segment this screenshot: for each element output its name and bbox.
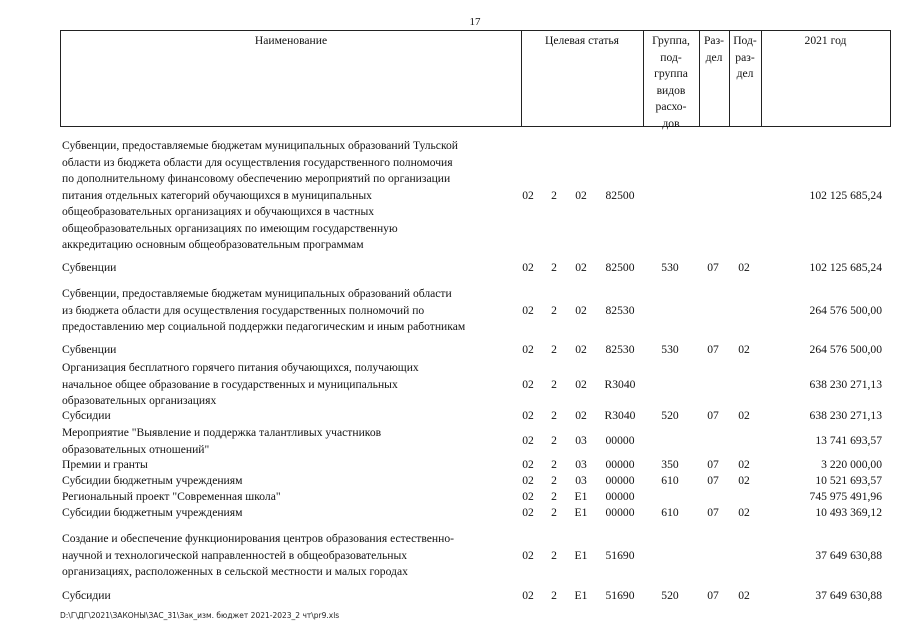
section-code: 07 [707, 458, 719, 471]
expense-group-code: 520 [661, 409, 679, 422]
target-code-program: 02 [522, 589, 534, 602]
amount-2021: 3 220 000,00 [821, 458, 882, 471]
column-header-section-line: Раз- [703, 34, 725, 47]
row-name-line: образовательных отношений" [62, 442, 210, 456]
target-code-program: 02 [522, 409, 534, 422]
target-code-program: 02 [522, 434, 534, 448]
row-name [62, 473, 518, 490]
target-code-subprogram: 2 [551, 490, 557, 503]
target-code-program: 02 [522, 474, 534, 487]
column-header-group-line: группа [654, 67, 688, 80]
row-name-line: научной и технологической направленностей в общеобразовательных [62, 548, 408, 562]
target-code-direction: R3040 [604, 377, 636, 391]
section-code: 07 [707, 589, 719, 602]
row-name-line: общеобразовательных организациях по имеющим государственную [62, 221, 398, 235]
page-number: 17 [469, 16, 481, 28]
target-code-direction: 82530 [605, 343, 635, 356]
expense-group-code: 520 [661, 589, 679, 602]
column-header-name-line: Наименование [254, 34, 328, 47]
subsection-code: 02 [738, 474, 750, 487]
row-name-line: Субвенции [62, 343, 117, 356]
row-name-line: Субвенции [62, 261, 117, 274]
row-name-line: Субсидии бюджетным учреждениям [62, 506, 243, 519]
target-code-subprogram: 2 [551, 506, 557, 519]
table-row [60, 342, 891, 359]
table-row [60, 588, 891, 605]
target-code-event: 02 [575, 377, 587, 391]
target-code-subprogram: 2 [551, 434, 557, 448]
amount-2021: 745 975 491,96 [809, 490, 882, 503]
table-row [60, 473, 891, 490]
column-header-subsection-line: дел [736, 67, 754, 80]
target-code-program: 02 [522, 303, 534, 317]
target-code-program: 02 [522, 343, 534, 356]
row-name-line: из бюджета области для осуществления государственных полномочий по [62, 303, 425, 317]
column-header-group-line: Группа, [652, 34, 690, 47]
target-code-program: 02 [522, 506, 534, 519]
target-code-event: 02 [575, 343, 587, 356]
target-code-event: 02 [575, 409, 587, 422]
column-header-group-line: дов [662, 116, 680, 130]
expense-group-code: 350 [661, 458, 679, 471]
target-code-program: 02 [522, 490, 534, 503]
row-name [62, 457, 518, 474]
target-code-program: 02 [522, 548, 534, 562]
subsection-code: 02 [738, 343, 750, 356]
amount-2021: 37 649 630,88 [815, 589, 882, 602]
target-code-event: 03 [575, 458, 587, 471]
table-row [60, 489, 891, 506]
column-header-group-line: расхо- [655, 100, 687, 113]
column-header-year-line: 2021 год [804, 34, 847, 47]
column-header-section [699, 31, 729, 126]
target-code-subprogram: 2 [551, 589, 557, 602]
target-code-direction: 51690 [605, 589, 635, 602]
target-code-direction: 00000 [605, 506, 635, 519]
row-name-line: Мероприятие "Выявление и поддержка талантливых участников [62, 426, 382, 439]
target-code-subprogram: 2 [551, 458, 557, 471]
table-header [60, 30, 891, 130]
amount-2021: 102 125 685,24 [809, 188, 882, 202]
target-code-event: 02 [575, 188, 587, 202]
row-name-line: Организация бесплатного горячего питания обучающихся, получающих [62, 361, 419, 374]
row-name-line: по дополнительному финансовому обеспечению мероприятий по организации [62, 172, 451, 185]
target-code-event: 03 [575, 434, 587, 448]
subsection-code: 02 [738, 409, 750, 422]
target-code-program: 02 [522, 261, 534, 274]
column-header-subsection-line: раз- [735, 50, 755, 64]
table-row [60, 360, 891, 410]
row-name [62, 342, 518, 359]
target-code-subprogram: 2 [551, 343, 557, 356]
column-header-target-article [521, 31, 643, 126]
target-code-direction: 00000 [605, 458, 635, 471]
column-header-section-line: дел [705, 50, 723, 64]
target-code-direction: 82530 [605, 303, 635, 317]
row-name [62, 588, 518, 605]
row-name-line: начальное общее образование в государственных и муниципальных [62, 377, 398, 391]
row-name [62, 286, 518, 336]
target-code-event: E1 [574, 490, 588, 503]
target-code-event: 02 [575, 303, 587, 317]
row-name-line: образовательных организациях [62, 394, 217, 407]
column-header-year-2021 [761, 31, 890, 126]
row-name-line: Субсидии бюджетным учреждениям [62, 474, 243, 487]
target-code-direction: 82500 [605, 188, 635, 202]
section-code: 07 [707, 261, 719, 274]
target-code-subprogram: 2 [551, 409, 557, 422]
row-name-line: питания отдельных категорий обучающихся в муниципальных [62, 188, 372, 202]
section-code: 07 [707, 343, 719, 356]
amount-2021: 10 493 369,12 [815, 506, 882, 519]
table-row [60, 531, 891, 581]
table-row [60, 260, 891, 277]
target-code-subprogram: 2 [551, 261, 557, 274]
row-name [62, 505, 518, 522]
table-row [60, 425, 891, 458]
column-header-expense-group [643, 31, 699, 130]
row-name-line: Региональный проект "Современная школа" [62, 490, 281, 503]
amount-2021: 264 576 500,00 [809, 343, 882, 356]
row-name [62, 489, 518, 506]
column-header-subsection-line: Под- [733, 34, 757, 47]
target-code-program: 02 [522, 377, 534, 391]
column-header-group-line: видов [656, 83, 686, 97]
amount-2021: 10 521 693,57 [815, 474, 882, 487]
amount-2021: 638 230 271,13 [809, 377, 882, 391]
expense-group-code: 610 [661, 506, 679, 519]
row-name-line: предоставлению мер социальной поддержки педагогическим и иным работникам [62, 320, 466, 333]
amount-2021: 638 230 271,13 [809, 409, 882, 422]
target-code-event: 03 [575, 474, 587, 487]
amount-2021: 102 125 685,24 [809, 261, 882, 274]
row-name-line: Премии и гранты [62, 458, 148, 471]
expense-group-code: 610 [661, 474, 679, 487]
row-name-line: Субсидии [62, 409, 111, 422]
section-code: 07 [707, 409, 719, 422]
file-path-footer: D:\Г\ДГ\2021\ЗАКОНЫ\ЗАС_31\Зак_изм. бюджет 2021-2023_2 чт\pr9.xls [60, 611, 340, 620]
target-code-event: E1 [574, 548, 588, 562]
row-name-line: общеобразовательных организациях и обучающихся в частных [62, 205, 375, 218]
target-code-direction: 82500 [605, 261, 635, 274]
target-code-subprogram: 2 [551, 474, 557, 487]
target-code-program: 02 [522, 188, 534, 202]
row-name-line: Субсидии [62, 589, 111, 602]
row-name [62, 260, 518, 277]
target-code-direction: 51690 [605, 548, 635, 562]
section-code: 07 [707, 506, 719, 519]
subsection-code: 02 [738, 506, 750, 519]
row-name-line: Субвенции, предоставляемые бюджетам муниципальных образований Тульской [62, 139, 458, 152]
target-code-direction: R3040 [604, 409, 636, 422]
row-name-line: области из бюджета области для осуществления государственного полномочия [62, 155, 453, 169]
target-code-event: E1 [574, 506, 588, 519]
table-row [60, 286, 891, 336]
target-code-subprogram: 2 [551, 303, 557, 317]
table-row [60, 138, 891, 254]
amount-2021: 264 576 500,00 [809, 303, 882, 317]
column-header-group-line: под- [660, 50, 682, 64]
table-row [60, 457, 891, 474]
column-header-target-line: Целевая статья [544, 34, 620, 47]
section-code: 07 [707, 474, 719, 487]
amount-2021: 37 649 630,88 [815, 548, 882, 562]
column-header-subsection [729, 31, 761, 126]
target-code-subprogram: 2 [551, 188, 557, 202]
target-code-direction: 00000 [605, 434, 635, 448]
target-code-program: 02 [522, 458, 534, 471]
row-name-line: Субвенции, предоставляемые бюджетам муниципальных образований области [62, 287, 452, 300]
target-code-direction: 00000 [605, 490, 635, 503]
row-name [62, 360, 518, 410]
table-row [60, 408, 891, 425]
expense-group-code: 530 [661, 261, 679, 274]
target-code-subprogram: 2 [551, 377, 557, 391]
subsection-code: 02 [738, 458, 750, 471]
expense-group-code: 530 [661, 343, 679, 356]
subsection-code: 02 [738, 261, 750, 274]
row-name [62, 531, 518, 581]
row-name-line: аккредитацию основным общеобразовательным программам [62, 238, 364, 251]
amount-2021: 13 741 693,57 [815, 434, 882, 448]
target-code-event: E1 [574, 589, 588, 602]
row-name [62, 138, 518, 254]
target-code-direction: 00000 [605, 474, 635, 487]
row-name-line: Создание и обеспечение функционирования центров образования естественно- [62, 532, 454, 545]
row-name [62, 425, 518, 458]
target-code-event: 02 [575, 261, 587, 274]
subsection-code: 02 [738, 589, 750, 602]
row-name-line: организациях, расположенных в сельской местности и малых городах [62, 565, 408, 578]
row-name [62, 408, 518, 425]
table-row [60, 505, 891, 522]
column-header-name [61, 31, 521, 126]
target-code-subprogram: 2 [551, 548, 557, 562]
